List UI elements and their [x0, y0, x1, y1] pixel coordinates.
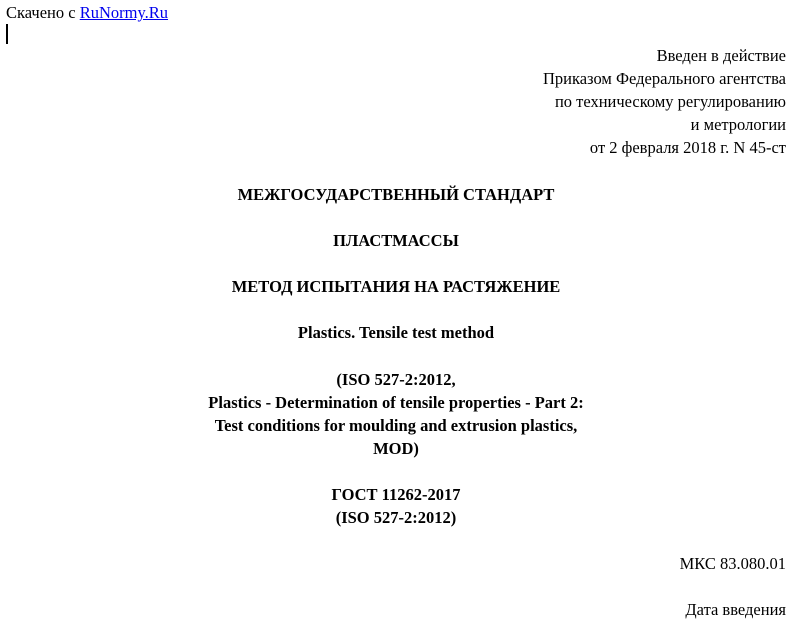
standard-type-text: МЕЖГОСУДАРСТВЕННЫЙ СТАНДАРТ [237, 185, 555, 204]
iso-line: MOD) [373, 439, 419, 458]
gost-number-block [0, 483, 792, 529]
english-title-text: Plastics. Tensile test method [297, 323, 495, 342]
enactment-block [543, 44, 786, 159]
standard-type-heading [0, 183, 792, 206]
iso-line: (ISO 527-2:2012, [336, 370, 456, 389]
iso-line: Plastics - Determination of tensile properties - Part 2: [208, 393, 584, 412]
text-cursor [6, 24, 8, 44]
enactment-line: по техническому регулированию [554, 92, 786, 111]
subject-heading [0, 229, 792, 252]
subject-text: ПЛАСТМАССЫ [333, 231, 459, 250]
classification-code: МКС 83.080.01 [679, 554, 786, 573]
english-title-heading [0, 321, 792, 344]
iso-reference-block [0, 368, 792, 460]
gost-iso-reference: (ISO 527-2:2012) [335, 508, 457, 527]
download-prefix: Скачено с [6, 3, 76, 22]
enactment-line: и метрологии [690, 115, 786, 134]
enactment-line: от 2 февраля 2018 г. N 45-ст [589, 138, 786, 157]
gost-number: ГОСТ 11262-2017 [331, 485, 461, 504]
intro-date-label: Дата введения [685, 600, 786, 619]
iso-line: Test conditions for moulding and extrusion plastics, [214, 416, 578, 435]
enactment-line: Введен в действие [656, 46, 786, 65]
method-text: МЕТОД ИСПЫТАНИЯ НА РАСТЯЖЕНИЕ [231, 277, 561, 296]
enactment-line: Приказом Федерального агентства [542, 69, 786, 88]
download-source-line [6, 1, 168, 24]
method-heading [0, 275, 792, 298]
source-link[interactable]: RuNormy.Ru [79, 3, 169, 22]
